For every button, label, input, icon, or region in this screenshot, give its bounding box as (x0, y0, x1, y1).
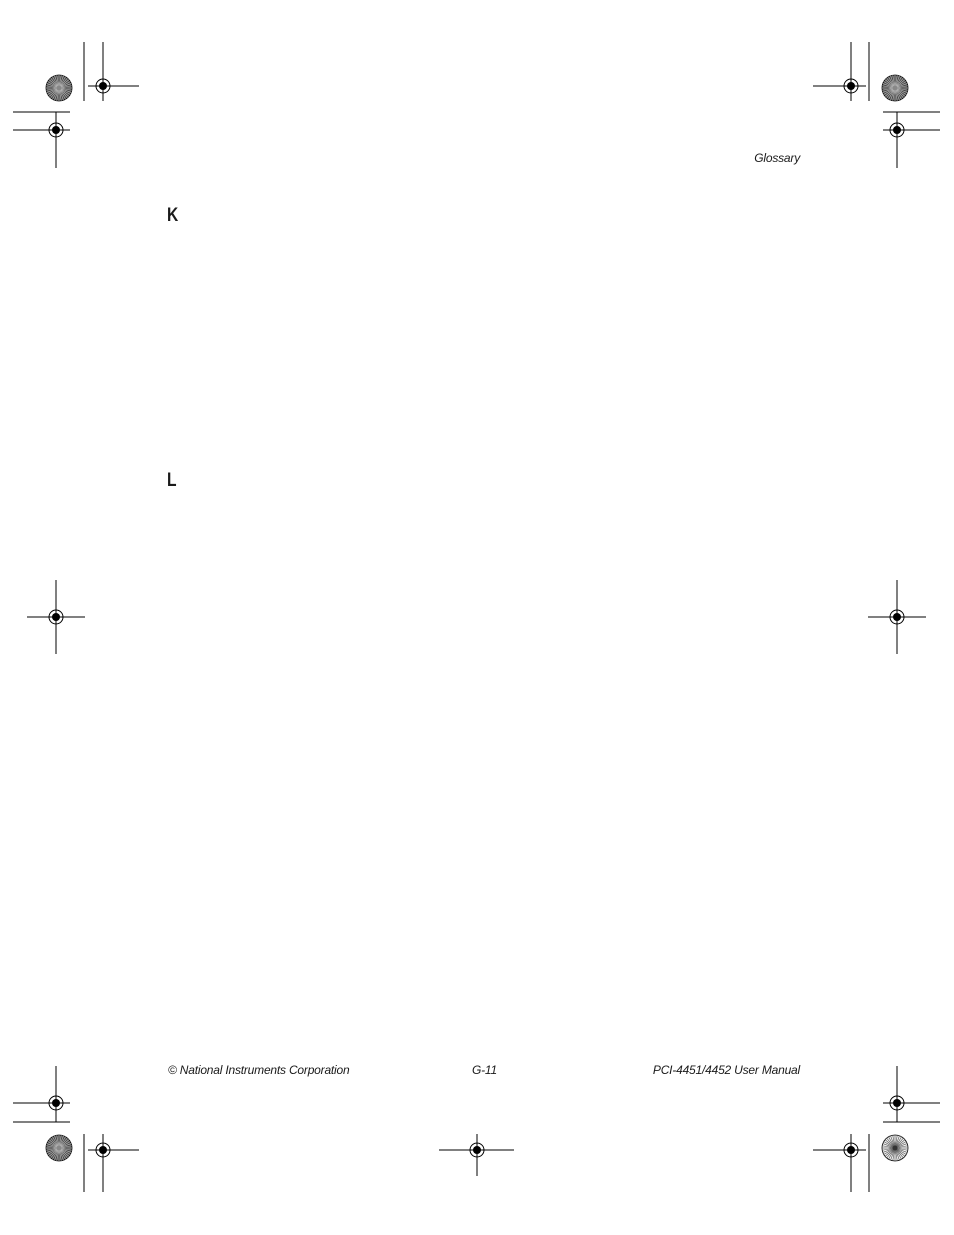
running-head: Glossary (754, 151, 800, 165)
footer-copyright: © National Instruments Corporation (168, 1063, 350, 1077)
footer-manual-title: PCI-4451/4452 User Manual (652, 1063, 800, 1077)
section-heading-k: K (167, 205, 179, 226)
footer-page-number: G-11 (472, 1063, 497, 1077)
section-heading-l: L (167, 470, 177, 491)
